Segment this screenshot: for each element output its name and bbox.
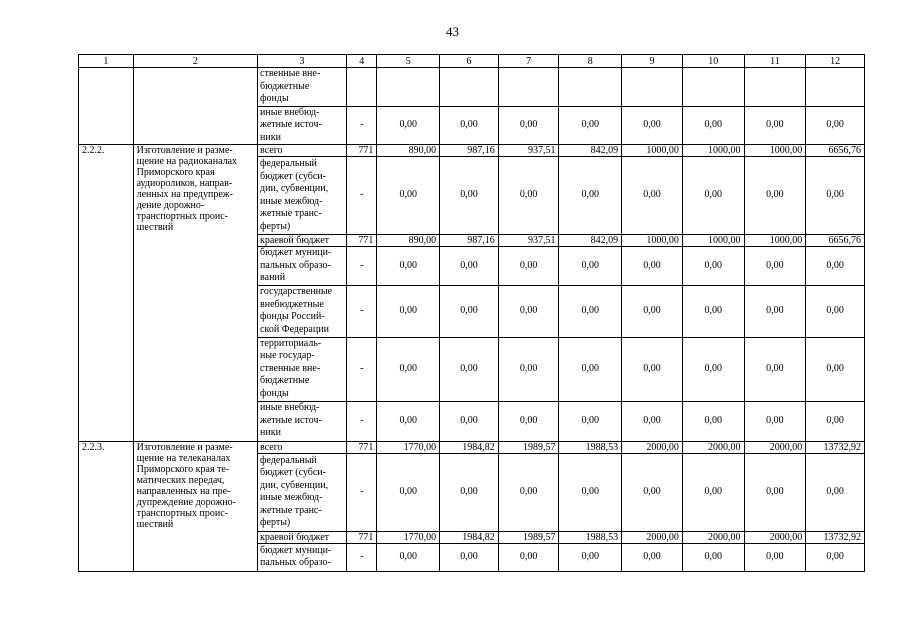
value-cell: 0,00 [377,106,440,145]
column-number: 12 [806,55,865,68]
code-cell: - [347,157,377,235]
value-cell [377,68,440,107]
code-cell: - [347,285,377,337]
value-cell: 0,00 [559,106,622,145]
value-cell: 1770,00 [377,531,440,543]
value-cell: 0,00 [377,543,440,571]
value-cell: 1984,82 [440,441,499,453]
funding-source-cell: ственные вне- бюджетные фонды [258,68,347,107]
value-cell: 1984,82 [440,531,499,543]
code-cell [347,68,377,107]
activity-name: Изготовление и разме- щение на телеканалах Приморского края те- матических передач, направленных на пре- дупреждение дорожно- транспортных проис- шествий [133,441,257,571]
column-number: 9 [622,55,683,68]
continuation-number-cell [79,68,134,145]
column-number: 6 [440,55,499,68]
funding-source-cell: бюджет муници- пальных образо- [258,543,347,571]
value-cell: 0,00 [682,543,744,571]
value-cell: 0,00 [744,401,806,441]
value-cell: 0,00 [622,543,683,571]
value-cell: 890,00 [377,235,440,247]
table-body [79,68,865,572]
column-number: 7 [498,55,559,68]
value-cell: 2000,00 [682,441,744,453]
code-cell: - [347,401,377,441]
value-cell: 0,00 [744,285,806,337]
value-cell: 987,16 [440,235,499,247]
funding-source-cell: территориаль- ные государ- ственные вне- бюджетные фонды [258,337,347,401]
value-cell: 0,00 [377,401,440,441]
value-cell: 0,00 [622,106,683,145]
value-cell: 0,00 [440,106,499,145]
value-cell: 0,00 [744,106,806,145]
funding-source-cell: федеральный бюджет (субси- дии, субвенции, иные межбюд- жетные транс- ферты) [258,157,347,235]
funding-source-cell: всего [258,441,347,453]
value-cell [744,68,806,107]
value-cell: 0,00 [498,285,559,337]
value-cell: 987,16 [440,145,499,157]
value-cell [806,68,865,107]
value-cell: 13732,92 [806,531,865,543]
value-cell: 0,00 [622,157,683,235]
value-cell: 0,00 [744,247,806,286]
value-cell [559,68,622,107]
column-number: 4 [347,55,377,68]
value-cell: 0,00 [744,337,806,401]
column-number: 1 [79,55,134,68]
value-cell: 6656,76 [806,145,865,157]
funding-source-cell: иные внебюд- жетные источ- ники [258,401,347,441]
value-cell: 0,00 [682,106,744,145]
funding-source-cell: краевой бюджет [258,235,347,247]
column-number: 11 [744,55,806,68]
value-cell: 0,00 [377,247,440,286]
value-cell: 0,00 [377,285,440,337]
column-number: 8 [559,55,622,68]
value-cell: 0,00 [440,285,499,337]
value-cell: 1000,00 [682,235,744,247]
code-cell: 771 [347,441,377,453]
value-cell: 842,09 [559,145,622,157]
value-cell: 6656,76 [806,235,865,247]
code-cell: 771 [347,235,377,247]
value-cell: 0,00 [622,453,683,531]
value-cell: 1989,57 [498,441,559,453]
value-cell: 0,00 [377,337,440,401]
column-number: 3 [258,55,347,68]
value-cell: 937,51 [498,235,559,247]
value-cell: 13732,92 [806,441,865,453]
column-number: 5 [377,55,440,68]
table-row [79,68,865,107]
activity-name: Изготовление и разме- щение на радиоканалах Приморского края аудиороликов, направ- ленных на предупреж- дение дорожно- транспортных проис- шествий [133,145,257,442]
value-cell: 0,00 [498,543,559,571]
value-cell: 0,00 [440,337,499,401]
value-cell: 0,00 [806,157,865,235]
value-cell [498,68,559,107]
value-cell: 0,00 [744,157,806,235]
column-number: 2 [133,55,257,68]
value-cell: 2000,00 [744,441,806,453]
funding-source-cell: всего [258,145,347,157]
value-cell: 0,00 [559,453,622,531]
funding-source-cell: федеральный бюджет (субси- дии, субвенции, иные межбюд- жетные транс- ферты) [258,453,347,531]
code-cell: - [347,453,377,531]
value-cell: 0,00 [682,157,744,235]
value-cell: 0,00 [559,285,622,337]
code-cell: - [347,543,377,571]
value-cell: 0,00 [440,401,499,441]
budget-table [78,54,865,572]
value-cell: 0,00 [806,106,865,145]
value-cell: 0,00 [682,401,744,441]
value-cell: 0,00 [682,247,744,286]
value-cell: 0,00 [744,453,806,531]
value-cell: 2000,00 [622,531,683,543]
table-row [79,145,865,157]
table-row [79,441,865,453]
value-cell: 1989,57 [498,531,559,543]
column-number-row [79,55,865,68]
value-cell [682,68,744,107]
value-cell: 0,00 [559,337,622,401]
value-cell: 0,00 [377,157,440,235]
value-cell: 0,00 [559,157,622,235]
code-cell: - [347,106,377,145]
value-cell: 0,00 [559,247,622,286]
activity-number: 2.2.3. [79,441,134,571]
value-cell: 0,00 [559,543,622,571]
value-cell: 1000,00 [744,145,806,157]
value-cell: 2000,00 [682,531,744,543]
value-cell: 0,00 [440,157,499,235]
value-cell: 1000,00 [744,235,806,247]
value-cell: 0,00 [682,285,744,337]
code-cell: - [347,247,377,286]
value-cell: 0,00 [498,453,559,531]
value-cell: 0,00 [440,453,499,531]
code-cell: 771 [347,531,377,543]
value-cell: 0,00 [806,543,865,571]
value-cell: 0,00 [498,337,559,401]
column-number: 10 [682,55,744,68]
value-cell: 1988,53 [559,441,622,453]
value-cell: 0,00 [622,247,683,286]
value-cell: 0,00 [682,453,744,531]
funding-source-cell: иные внебюд- жетные источ- ники [258,106,347,145]
activity-number: 2.2.2. [79,145,134,442]
value-cell: 0,00 [622,285,683,337]
value-cell: 1000,00 [622,145,683,157]
code-cell: - [347,337,377,401]
value-cell [622,68,683,107]
value-cell: 0,00 [440,543,499,571]
value-cell: 0,00 [806,337,865,401]
value-cell: 1000,00 [682,145,744,157]
value-cell: 1988,53 [559,531,622,543]
value-cell: 937,51 [498,145,559,157]
value-cell: 0,00 [806,453,865,531]
continuation-name-cell [133,68,257,145]
value-cell: 1770,00 [377,441,440,453]
value-cell: 2000,00 [622,441,683,453]
value-cell: 842,09 [559,235,622,247]
value-cell: 0,00 [559,401,622,441]
value-cell: 0,00 [682,337,744,401]
funding-source-cell: бюджет муници- пальных образо- ваний [258,247,347,286]
value-cell: 0,00 [806,247,865,286]
value-cell: 0,00 [498,247,559,286]
funding-source-cell: краевой бюджет [258,531,347,543]
page-number: 43 [446,24,459,39]
value-cell: 0,00 [806,285,865,337]
funding-source-cell: государственные внебюджетные фонды Россий- ской Федерации [258,285,347,337]
value-cell: 1000,00 [622,235,683,247]
value-cell: 0,00 [622,337,683,401]
value-cell: 2000,00 [744,531,806,543]
value-cell: 0,00 [622,401,683,441]
value-cell: 0,00 [498,106,559,145]
value-cell: 0,00 [377,453,440,531]
value-cell [440,68,499,107]
value-cell: 890,00 [377,145,440,157]
code-cell: 771 [347,145,377,157]
value-cell: 0,00 [498,401,559,441]
value-cell: 0,00 [806,401,865,441]
value-cell: 0,00 [498,157,559,235]
value-cell: 0,00 [440,247,499,286]
value-cell: 0,00 [744,543,806,571]
